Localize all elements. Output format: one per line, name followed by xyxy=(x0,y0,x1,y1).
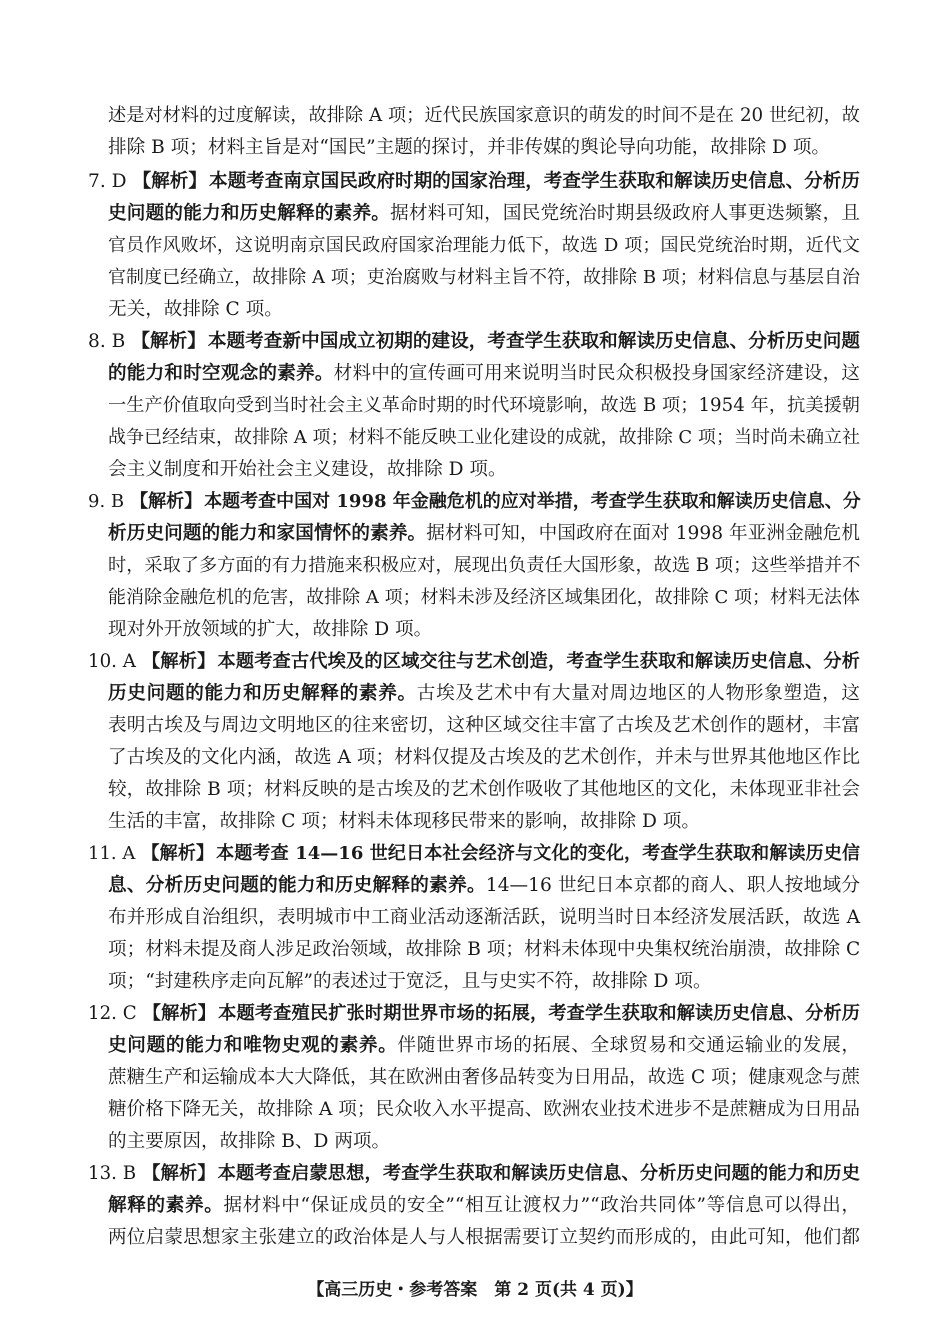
item-8-line-5: 会主义制度和开始社会主义建设，故排除 D 项。 xyxy=(108,459,507,480)
topic-text: 本题考查古代埃及的区域交往与艺术创造，考查学生获取和解读历史信息、分析 xyxy=(217,651,860,672)
item-13-line-2 xyxy=(108,1190,860,1222)
item-10-line-6: 生活的丰富，故排除 C 项；材料未体现移民带来的影响，故排除 D 项。 xyxy=(108,811,700,832)
topic-text-cont: 析历史问题的能力和家国情怀的素养。 xyxy=(108,523,427,544)
item-9-line-1 xyxy=(88,486,860,518)
topic-text: 本题考查新中国成立初期的建设，考查学生获取和解读历史信息、分析历史问题 xyxy=(207,331,860,352)
item-10-line-1 xyxy=(88,646,860,678)
topic-text: 本题考查南京国民政府时期的国家治理，考查学生获取和解读历史信息、分析历 xyxy=(208,171,860,192)
item-12-line-2 xyxy=(108,1030,860,1062)
analysis-tag: 【解析】 xyxy=(142,1163,216,1184)
topic-text-cont: 史问题的能力和历史解释的素养。 xyxy=(108,203,391,224)
answer-number: 12. C xyxy=(88,1003,137,1024)
item-11-line-1 xyxy=(88,838,860,870)
answer-number: 7. D xyxy=(88,171,127,192)
analysis-text: 14—16 世纪日本京都的商人、职人按地域分 xyxy=(485,875,860,896)
analysis-tag: 【解析】 xyxy=(131,331,206,352)
topic-text-cont: 息、分析历史问题的能力和历史解释的素养。 xyxy=(108,875,486,896)
item-11-line-2 xyxy=(108,870,860,902)
item-12-line-3: 蔗糖生产和运输成本大大降低，其在欧洲由奢侈品转变为日用品，故选 C 项；健康观念与蔗 xyxy=(108,1067,860,1088)
item-13-line-3: 两位启蒙思想家主张建立的政治体是人与人根据需要订立契约而形成的，由此可知，他们都 xyxy=(108,1227,860,1248)
analysis-tag: 【解析】 xyxy=(142,1003,217,1024)
item-11-line-3: 布并形成自治组织，表明城市中工商业活动逐渐活跃，说明当时日本经济发展活跃，故选 A xyxy=(108,907,860,928)
item-9-line-3: 时，采取了多方面的有力措施来积极应对，展现出负责任大国形象，故选 B 项；这些举措并不 xyxy=(108,555,861,576)
item-10-line-2 xyxy=(108,678,860,710)
analysis-text: 材料中的宣传画可用来说明当时民众积极投身国家经济建设，这 xyxy=(333,363,860,384)
analysis-text: 据材料中“保证成员的安全”“相互让渡权力”“政治共同体”等信息可以得出， xyxy=(223,1195,860,1216)
item-10-line-4: 了古埃及的文化内涵，故选 A 项；材料仅提及古埃及的艺术创作，并未与世界其他地区作比 xyxy=(108,747,860,768)
item-8-line-2 xyxy=(108,358,860,390)
item-9-line-4: 能消除金融危机的危害，故排除 A 项；材料未涉及经济区域集团化，故排除 C 项；材料无法体 xyxy=(108,587,860,608)
answer-number: 13. B xyxy=(88,1163,137,1184)
item-12-line-5: 的主要原因，故排除 B、D 两项。 xyxy=(108,1131,391,1152)
answer-number: 10. A xyxy=(88,651,136,672)
topic-text-cont: 史问题的能力和唯物史观的素养。 xyxy=(108,1035,398,1056)
topic-text-cont: 解释的素养。 xyxy=(108,1195,224,1216)
item-9-line-5: 现对外开放领域的扩大，故排除 D 项。 xyxy=(108,619,433,640)
analysis-text: 古埃及艺术中有大量对周边地区的人物形象塑造，这 xyxy=(416,683,860,704)
analysis-text: 据材料可知，国民党统治时期县级政府人事更迭频繁，且 xyxy=(390,203,860,224)
topic-text: 本题考查 14—16 世纪日本社会经济与文化的变化，考查学生获取和解读历史信 xyxy=(216,843,860,864)
analysis-text: 伴随世界市场的拓展、全球贸易和交通运输业的发展， xyxy=(397,1035,860,1056)
analysis-tag: 【解析】 xyxy=(141,651,216,672)
answer-number: 8. B xyxy=(88,331,126,352)
item-13-line-1 xyxy=(88,1158,860,1190)
answer-number: 11. A xyxy=(88,843,136,864)
item-10-line-3: 表明古埃及与周边文明地区的往来密切，这种区域交往丰富了古埃及艺术创作的题材，丰富 xyxy=(108,715,860,736)
item-12-line-4: 糖价格下降无关，故排除 A 项；民众收入水平提高、欧洲农业技术进步不是蔗糖成为日用品 xyxy=(108,1099,860,1120)
item-7-line-4: 官制度已经确立，故排除 A 项；吏治腐败与材料主旨不符，故排除 B 项；材料信息与基层自治 xyxy=(108,267,860,288)
analysis-tag: 【解析】 xyxy=(141,843,215,864)
item-7-line-1 xyxy=(88,166,860,198)
intro-line-1: 述是对材料的过度解读，故排除 A 项；近代民族国家意识的萌发的时间不是在 20 世纪初，故 xyxy=(108,105,860,126)
item-7-line-5: 无关，故排除 C 项。 xyxy=(108,299,283,320)
item-11-line-4: 项；材料未提及商人涉足政治领域，故排除 B 项；材料未体现中央集权统治崩溃，故排除 C xyxy=(108,939,861,960)
item-8-line-4: 战争已经结束，故排除 A 项；材料不能反映工业化建设的成就，故排除 C 项；当时尚未确立社 xyxy=(108,427,860,448)
item-7-line-3: 官员作风败坏，这说明南京国民政府国家治理能力低下，故选 D 项；国民党统治时期，近代文 xyxy=(108,235,860,256)
intro-line-2: 排除 B 项；材料主旨是对“国民”主题的探讨，并非传媒的舆论导向功能，故排除 D 项。 xyxy=(108,137,831,158)
item-8-line-3: 一生产价值取向受到当时社会主义革命时期的时代环境影响，故选 B 项；1954 年，抗美援朝 xyxy=(108,395,860,416)
item-11-line-5: 项；“封建秩序走向瓦解”的表述过于宽泛，且与史实不符，故排除 D 项。 xyxy=(108,971,712,992)
analysis-text: 据材料可知，中国政府在面对 1998 年亚洲金融危机 xyxy=(426,523,860,544)
item-8-line-1 xyxy=(88,326,860,358)
item-12-line-1 xyxy=(88,998,860,1030)
analysis-tag: 【解析】 xyxy=(132,171,207,192)
topic-text-cont: 的能力和时空观念的素养。 xyxy=(108,363,334,384)
analysis-tag: 【解析】 xyxy=(130,491,203,512)
topic-text: 本题考查中国对 1998 年金融危机的应对举措，考查学生获取和解读历史信息、分 xyxy=(204,491,861,512)
topic-text: 本题考查殖民扩张时期世界市场的拓展，考查学生获取和解读历史信息、分析历 xyxy=(218,1003,860,1024)
item-9-line-2 xyxy=(108,518,860,550)
topic-text-cont: 历史问题的能力和历史解释的素养。 xyxy=(108,683,417,704)
answer-number: 9. B xyxy=(88,491,125,512)
topic-text: 本题考查启蒙思想，考查学生获取和解读历史信息、分析历史问题的能力和历史 xyxy=(217,1163,860,1184)
page-footer: 【高三历史・参考答案 第 2 页(共 4 页)】 xyxy=(307,1280,643,1300)
item-10-line-5: 较，故排除 B 项；材料反映的是古埃及的艺术创作吸收了其他地区的文化，未体现亚非社会 xyxy=(108,779,860,800)
item-7-line-2 xyxy=(108,198,860,230)
